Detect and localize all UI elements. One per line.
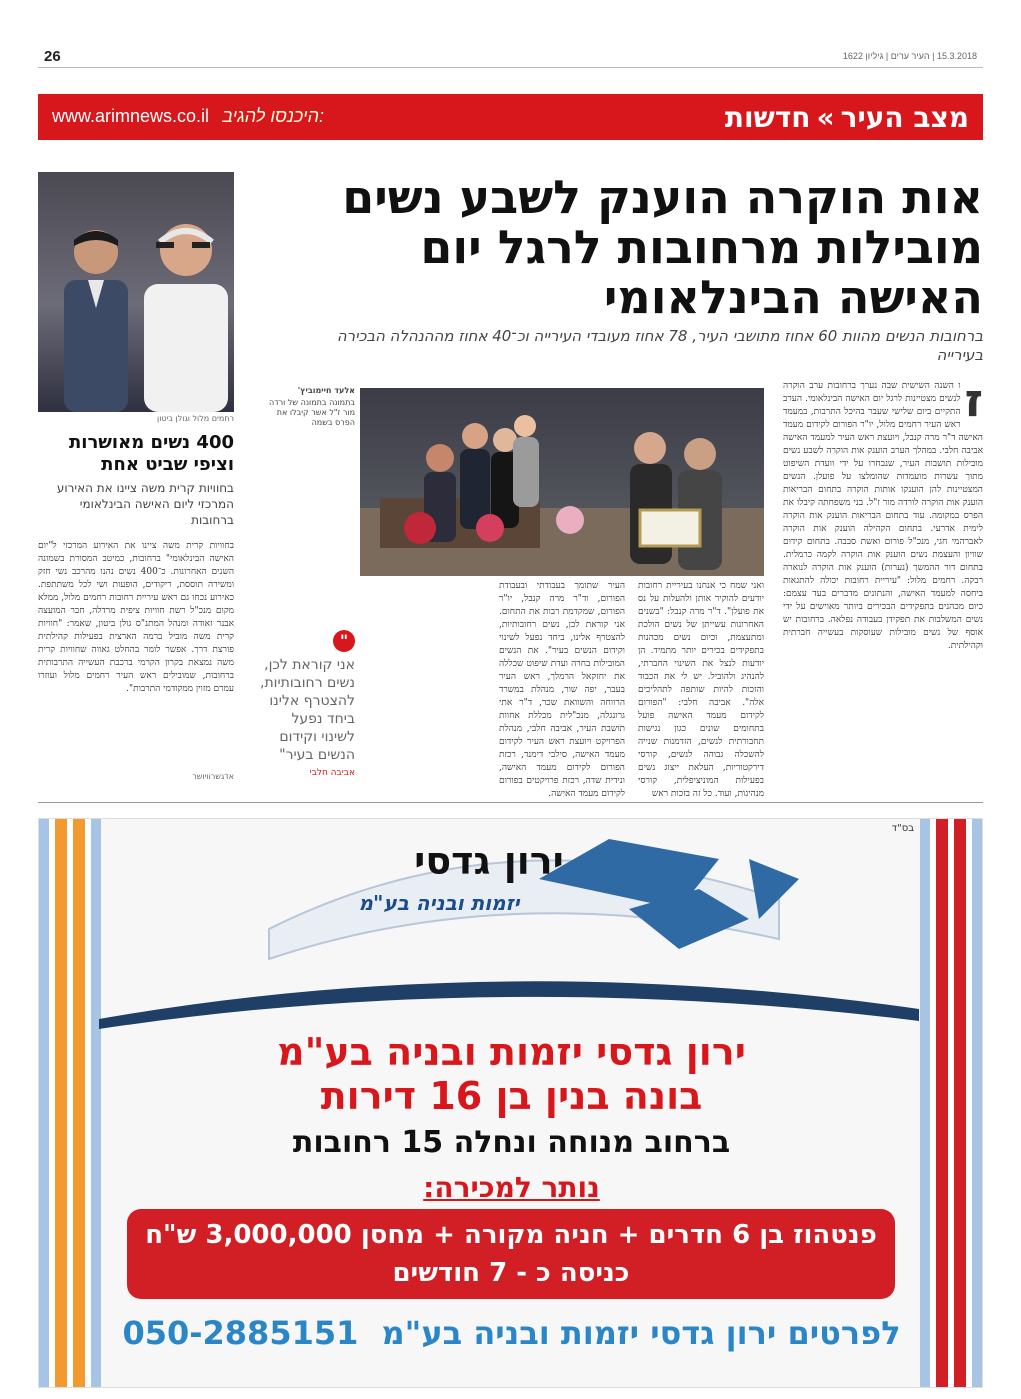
site-link[interactable] (52, 106, 324, 127)
ad-headline-line1: ירון גדסי יזמות ובניה בע"מ (277, 1030, 746, 1074)
article-column (360, 580, 486, 800)
article-column: ואני שמח כי אנחנו בעיריית רחובות יודעים להוקיר אותן ולהעלות על נס את פועלן". ד"ר מרה קנבל: "בשנים האחרונות עשייתן של נשים הולכת ומתעצמת, וכיום נשים מכהנות בתפקידים בכירים יותר מתמיד. הן יודעות לנצל את השינוי החברתי, להנהיג ולהוביל. יש לי את הכבוד והזכות להיות שותפה לתהליכים אלה". אביבה חלבי: "הפורום לקידום מעמד האישה פועל בתחומים שונים כגון נגישות תחבורתית לנשים, הזדמנות שנייה להשכלה גבוהה לנשים, קורסי דירקטוריות, העלאת ייצוג נשים בפעילות המוניציפלית, קורסי מנהיגות, ועוד. כל זה בזכות ראש (638, 581, 764, 799)
pull-quote (255, 630, 355, 778)
ceremony-photo-illustration (360, 388, 764, 576)
issue-line: 15.3.2018 | העיר ערים | גיליון 1622 (842, 51, 977, 61)
person-figure-left (56, 212, 134, 412)
side-photo (38, 172, 234, 412)
side-story-author: אדגשרוויושר (192, 772, 234, 781)
comment-invite: היכנסו להגיב: (222, 106, 325, 126)
ceremony-photo (360, 388, 764, 576)
ad-offer-line2: כניסה כ - 7 חודשים (392, 1258, 630, 1288)
photographer-name: אלעד חיימוביץ' (297, 386, 355, 395)
ad-for-sale: נותר למכירה: (423, 1171, 600, 1204)
quote-mark-icon: " (333, 630, 355, 652)
page-number: 26 (44, 48, 61, 65)
ad-bsd: בס"ד (891, 823, 914, 834)
article-lead (783, 380, 983, 800)
side-story (38, 432, 234, 781)
section-divider (38, 802, 983, 803)
real-estate-ad (38, 818, 983, 1388)
article-lead-text: ו השנה השישית שבה נערך ברחובות ערב הוקרה לנשים מצטיינות לרגל יום האישה הבינלאומי. הערב התקיים ביום שלישי שעבר בהיכל התרבות, במעמד ראש העיר רחמים מלול, יו"ר הפורום לקידום מעמד האישה ד"ר מרה קנבל, ויועצת ראש העיר למעמד האישה אביבה חלבי. במהלך הערב הוענק אות הוקרה לשבע נשים מובילות תושבות העיר, שנבחרו על ידי וועדת השיפוט מתוך עשרות מועמדות שהומלצו על פועלן. הנשים המצטיינות להן הוענקו אותות הוקרה בתחום הבריאות הוענק אות הוקרה לורדה מור ז"ל. בני משפחתה קיבלו את הפרס במקומה. עוד בתחום הבריאות הוענק אות הוקרה לימית אדרעי. בתחום הקהילה הוענק אות הוקרה לאברהמי חגי, מנכ"ל פורום ואשת סבבה. בתחום קידום שוויון והעצמת נשים הוענק אות הוקרה לקמה כרמלית. בתחום דור ההמשך (נערות) הוענק אות הוקרה לנוארה רבקה. רחמים מלול: "עיריית רחובות יכולה להתגאות ביחסה למעמד האישה, והנתונים מדברים בעד עצמם: כיום מכהנים בתפקידים הבכירים ביותר מאוישים על ידי נשים המשלבות את תפקידן בעבודה נפלאה. ברחובות יש אוסף של נשים מובילות שעוסקות בעשייה חברתית וקהילתית. (783, 381, 983, 651)
drop-cap: ז (964, 380, 983, 427)
ad-address: ברחוב מנוחה ונחלה 15 רחובות (292, 1125, 731, 1160)
page-top-line (38, 48, 983, 68)
article-column: העיר שתומך בעבודתי ובעבודת הפורום, וד"ר מרה קנבל, יו"ר הפורום, שמקדמת רבות את התחום. אני קוראת לכן, נשים רחובותיות, להצטרף אלינו, ביחד נפעל לשינוי וקידום הנשים בעיר". את הנשים המובילות בחרה ועדת שיפוט שכללה את יחזקאל הרמלך, ראש העיר בעבר, יפה שור, מנהלת במשרד הרווחה והשוואת שכר, ד"ר אתי גרונגלה, מנכ"לית מכללת אחוות תושבת העיר, אביבה חלבי, מנהלת הפרויקט ויועצת ראש העיר לקידום מעמד האישה, סילבי דימנד, רכזת הפורום לקידום מעמד האישה, ונידית שדה, רכזת פרויקטים בפורום לקידום מעמד האישה. (499, 581, 625, 799)
side-story-subtitle: בחוויות קרית משה ציינו את האירוע המרכזי ליום האישה הבינלאומי ברחובות (56, 481, 234, 527)
side-story-body: בחוויות קרית משה ציינו את האירוע המרכזי ל"יום האישה הבינלאומי" ברחובות, כמיטב המסורת בשמונה השנים האחרונות. כ־400 נשים נהנו מהרכב נשי חזק ומשירה תוססת, ריקודים, הופעות ושי לכל משתתפת. כאירוע נכחו גם ראש עיריית רחובות רחמים מלול, ממלא מקום מנכ"ל רשת חוויות ציפית מרדלה, חבר המועצה אבנר זאודה ומנהל המתנ"ס גולן ביטון, שאמר: "חוויות קרית משה מוביל ברמה הארצית בפעילות קהילתית פורצת דרך. אפשר לומר בהחלט גאווה שחוויות קרית משה נמצאת בקרון הקרמי ברכבת העשייה התרבותית ברחובות, שמובילים ראש העיר רחמים מלול ועוזרו עמרם מזוין ממקודמי התרבות". (38, 541, 234, 694)
section-prefix: מצב העיר (840, 101, 969, 134)
ad-headline-line2: בונה בנין בן 16 דירות (320, 1074, 703, 1118)
ad-offer-line1: פנטהוז בן 6 חדרים + חניה מקורה + מחסן 3,000,000 ש"ח (145, 1220, 877, 1250)
section-arrow-icon: » (816, 101, 835, 134)
side-photo-caption: רחמים מלול וגולן ביטון (157, 414, 234, 423)
side-story-title: 400 נשים מאושרות וציפי שביט אחת (68, 432, 234, 475)
quote-text: אני קוראת לכן, נשים רחובותיות, להצטרף אלינו ביחד נפעל לשינוי וקידום הנשים בעיר" (260, 657, 355, 763)
ad-contact (109, 1314, 914, 1352)
ad-wave-decoration (99, 969, 919, 1029)
section-name: חדשות (724, 101, 811, 134)
ad-contact-text: לפרטים ירון גדסי יזמות ובניה בע"מ (381, 1314, 901, 1352)
ad-stripes-left (39, 819, 101, 1388)
company-name: ירון גדסי (414, 839, 564, 883)
ad-offer-box (127, 1209, 895, 1299)
section-title (725, 101, 969, 134)
ad-stripes-right (920, 819, 982, 1388)
section-bar (38, 94, 983, 140)
article-headline: אות הוקרה הוענק לשבע נשים מובילות מרחובות לרגל יום האישה הבינלאומי (342, 170, 983, 324)
photo-caption: בתמונה בתמונה של ורדה מור ז"ל אשר קיבלו את הפרס בשמה (269, 398, 355, 427)
site-url[interactable]: www.arimnews.co.il (52, 106, 210, 126)
person-figure-right (134, 202, 232, 412)
article-subhead: ברחובות הנשים מהוות 60 אחוז מתושבי העיר, 78 אחוז מעובדי העירייה וכ־40 אחוז מההנהלה הבכירה בעירייה (336, 327, 983, 364)
ad-phone[interactable]: 050-2885151 (122, 1314, 359, 1352)
article-columns (360, 580, 764, 800)
company-subtitle: יזמות ובניה בע"מ (358, 891, 520, 915)
quote-author: אביבה חלבי (309, 768, 355, 778)
photo-credit (255, 386, 355, 428)
